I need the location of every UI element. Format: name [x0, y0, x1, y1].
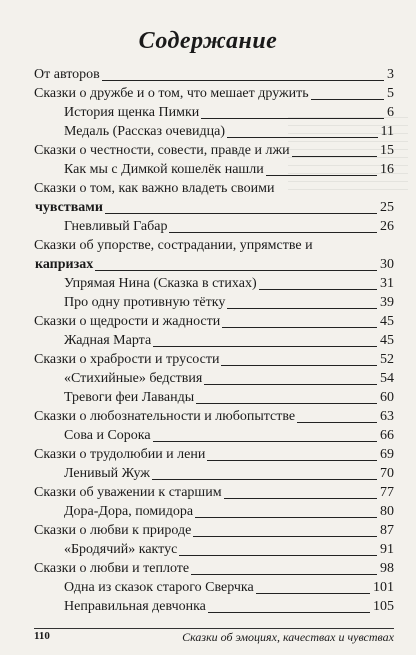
toc-page-number: 16: [380, 162, 394, 177]
toc-entry-title: Дора-Дора, помидора: [64, 504, 194, 519]
toc-page-number: 69: [380, 447, 394, 462]
toc-section-entry: [34, 199, 394, 218]
toc-section-entry: [34, 484, 394, 503]
leader-line: [169, 232, 377, 233]
toc-subentry: [34, 370, 394, 389]
toc-page-number: 63: [380, 409, 394, 424]
leader-line: [95, 270, 377, 271]
toc-subentry: [34, 465, 394, 484]
toc-entry-title: Жадная Марта: [64, 333, 152, 348]
leader-line: [297, 422, 377, 423]
toc-entry-title: Одна из сказок старого Сверчка: [64, 580, 254, 595]
leader-line: [266, 175, 377, 176]
toc-entry-title: Как мы с Димкой кошелёк нашли: [64, 162, 264, 177]
leader-line: [227, 308, 377, 309]
leader-line: [227, 137, 378, 138]
toc-subentry: [34, 332, 394, 351]
toc-entry-title: Сказки о честности, совести, правде и лжи: [34, 143, 290, 158]
leader-line: [224, 498, 377, 499]
table-of-contents: [34, 66, 394, 617]
toc-entry-title: Упрямая Нина (Сказка в стихах): [64, 276, 257, 291]
leader-line: [204, 384, 377, 385]
toc-entry-title: Сказки о дружбе и о том, что мешает дружить: [34, 86, 309, 101]
toc-page-number: 26: [380, 219, 394, 234]
toc-entry-title: Медаль (Рассказ очевидца): [64, 124, 226, 139]
toc-section-entry: [34, 66, 394, 85]
toc-section-entry: [34, 256, 394, 275]
leader-line: [193, 536, 377, 537]
toc-subentry: [34, 427, 394, 446]
toc-subentry: [34, 104, 394, 123]
toc-page-number: 25: [380, 200, 394, 215]
toc-entry-title: Сказки о любви к природе: [34, 523, 192, 538]
leader-line: [207, 460, 377, 461]
toc-page-number: 45: [380, 314, 394, 329]
toc-page-number: 5: [387, 86, 394, 101]
toc-section-entry: [34, 85, 394, 104]
toc-subentry: [34, 294, 394, 313]
toc-entry-title: Ленивый Жуж: [64, 466, 150, 481]
toc-entry-title: «Стихийные» бедствия: [64, 371, 203, 386]
leader-line: [256, 593, 370, 594]
leader-line: [201, 118, 384, 119]
toc-subentry: [34, 161, 394, 180]
leader-line: [292, 156, 377, 157]
toc-subentry: [34, 389, 394, 408]
leader-line: [222, 327, 377, 328]
toc-entry-title: От авторов: [34, 67, 100, 82]
toc-subentry: [34, 598, 394, 617]
toc-page-number: 105: [373, 599, 394, 614]
toc-entry-title: чувствами: [35, 200, 103, 215]
toc-entry-title: Сказки о храбрости и трусости: [34, 352, 220, 367]
toc-page-number: 98: [380, 561, 394, 576]
toc-entry-title: Сказки о щедрости и жадности: [34, 314, 221, 329]
toc-page-number: 70: [380, 466, 394, 481]
toc-subentry: [34, 275, 394, 294]
toc-page-number: 31: [380, 276, 394, 291]
toc-page-number: 60: [380, 390, 394, 405]
toc-page-number: 54: [380, 371, 394, 386]
toc-entry-title: Про одну противную тётку: [64, 295, 226, 310]
leader-line: [153, 441, 377, 442]
toc-entry-title: Сказки о трудолюбии и лени: [34, 447, 206, 462]
leader-line: [152, 479, 377, 480]
leader-line: [153, 346, 377, 347]
toc-section-entry: [34, 142, 394, 161]
toc-page-number: 39: [380, 295, 394, 310]
toc-section-entry: [34, 446, 394, 465]
toc-section-entry: [34, 351, 394, 370]
toc-subentry: [34, 579, 394, 598]
toc-entry-title: «Бродячий» кактус: [64, 542, 178, 557]
toc-subentry: [34, 218, 394, 237]
toc-page-number: 101: [373, 580, 394, 595]
leader-line: [102, 80, 384, 81]
toc-subentry: [34, 503, 394, 522]
toc-entry-title: Сказки об упорстве, сострадании, упрямстве и: [34, 238, 313, 253]
leader-line: [208, 612, 370, 613]
toc-page-number: 45: [380, 333, 394, 348]
leader-line: [311, 99, 384, 100]
toc-entry-title: Сова и Сорока: [64, 428, 151, 443]
toc-entry-title: Сказки об уважении к старшим: [34, 485, 222, 500]
toc-entry-title: Неправильная девчонка: [64, 599, 206, 614]
leader-line: [196, 403, 377, 404]
toc-entry-title: Сказки о любознательности и любопытстве: [34, 409, 296, 424]
leader-line: [191, 574, 377, 575]
toc-page-number: 6: [387, 105, 394, 120]
toc-page-number: 77: [380, 485, 394, 500]
page-title: Содержание: [138, 28, 278, 54]
toc-section-entry: [34, 408, 394, 427]
toc-page-number: 11: [380, 124, 394, 139]
toc-section-entry: [34, 560, 394, 579]
toc-subentry: [34, 123, 394, 142]
toc-page-number: 15: [380, 143, 394, 158]
toc-page-number: 91: [380, 542, 394, 557]
toc-section-entry: [34, 522, 394, 541]
footer-rule: [34, 628, 394, 629]
toc-entry-title: Гневливый Габар: [64, 219, 168, 234]
toc-section-entry: [34, 180, 394, 199]
footer-running-title: Сказки об эмоциях, качествах и чувствах: [182, 630, 394, 644]
toc-page-number: 3: [387, 67, 394, 82]
leader-line: [105, 213, 377, 214]
footer-page-number: 110: [34, 630, 50, 642]
leader-line: [195, 517, 377, 518]
toc-page-number: 87: [380, 523, 394, 538]
toc-entry-title: Сказки о том, как важно владеть своими: [34, 181, 275, 196]
toc-entry-title: История щенка Пимки: [64, 105, 200, 120]
toc-page-number: 30: [380, 257, 394, 272]
toc-page-number: 52: [380, 352, 394, 367]
toc-entry-title: капризах: [35, 257, 94, 272]
toc-page-number: 80: [380, 504, 394, 519]
toc-subentry: [34, 541, 394, 560]
leader-line: [259, 289, 377, 290]
leader-line: [179, 555, 377, 556]
toc-section-entry: [34, 237, 394, 256]
toc-entry-title: Тревоги феи Лаванды: [64, 390, 195, 405]
toc-section-entry: [34, 313, 394, 332]
leader-line: [221, 365, 377, 366]
toc-entry-title: Сказки о любви и теплоте: [34, 561, 190, 576]
toc-page-number: 66: [380, 428, 394, 443]
